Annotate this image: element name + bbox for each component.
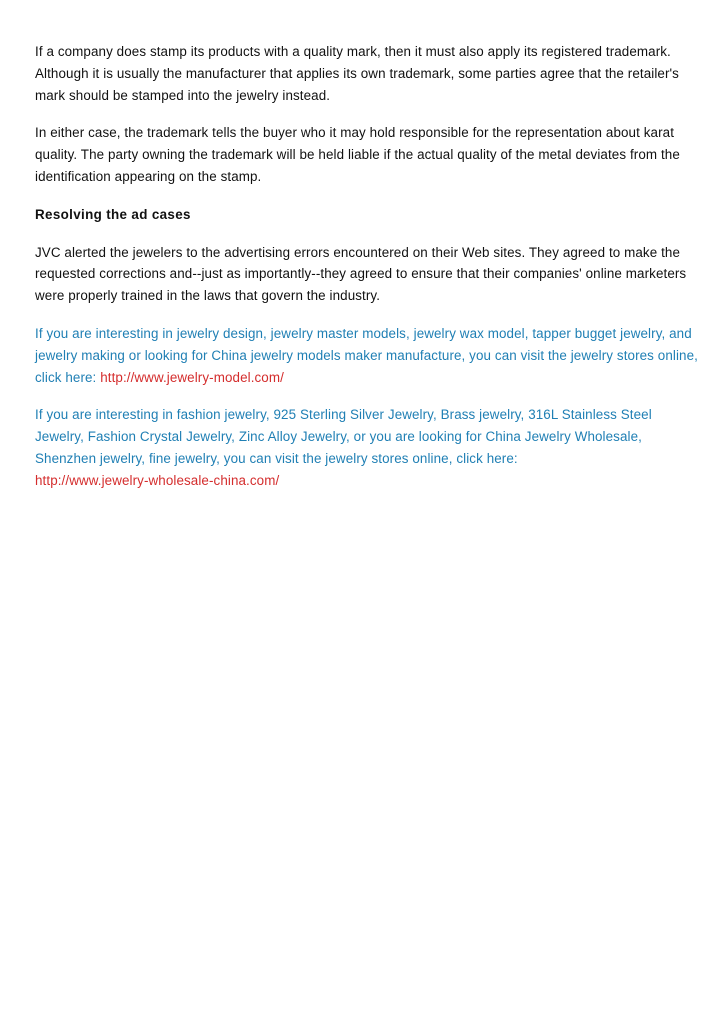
paragraph-quality-mark: If a company does stamp its products with a quality mark, then it must also apply its registered trademark. Although it is usually the manufacturer that applies its own trademark, some parties agree that the retailer's mark should be stamped into the jewelry instead. xyxy=(35,44,679,103)
promo-text-jewelry-models: If you are interesting in jewelry design, jewelry master models, jewelry wax model, tapper bugget jewelry, and jewelry making or looking for China jewelry models maker manufacture, you can visit the jewelry stores online, click here: xyxy=(35,325,698,385)
section-heading: Resolving the ad cases xyxy=(35,206,191,222)
jewelry-wholesale-link[interactable]: http://www.jewelry-wholesale-china.com/ xyxy=(35,472,280,488)
promo-paragraph-jewelry-models xyxy=(35,323,700,388)
document-page xyxy=(35,41,700,508)
jewelry-model-link[interactable]: http://www.jewelry-model.com/ xyxy=(100,369,284,385)
promo-paragraph-jewelry-wholesale xyxy=(35,404,700,491)
promo-text-jewelry-wholesale: If you are interesting in fashion jewelry, 925 Sterling Silver Jewelry, Brass jewelry, 316L Stainless Steel Jewelry, Fashion Crystal Jewelry, Zinc Alloy Jewelry, or you are looking for China Jewelry Wholesale, Shenzhen jewelry, fine jewelry, you can visit the jewelry stores online, click here: xyxy=(35,407,652,466)
paragraph-jvc-alert: JVC alerted the jewelers to the advertising errors encountered on their Web sites. They agreed to make the requested corrections and--just as importantly--they agreed to ensure that their companies' online marketers were properly trained in the laws that govern the industry. xyxy=(35,244,687,304)
paragraph-trademark-liability: In either case, the trademark tells the buyer who it may hold responsible for the representation about karat quality. The party owning the trademark will be held liable if the actual quality of the metal deviates from the identification appearing on the stamp. xyxy=(35,125,680,184)
